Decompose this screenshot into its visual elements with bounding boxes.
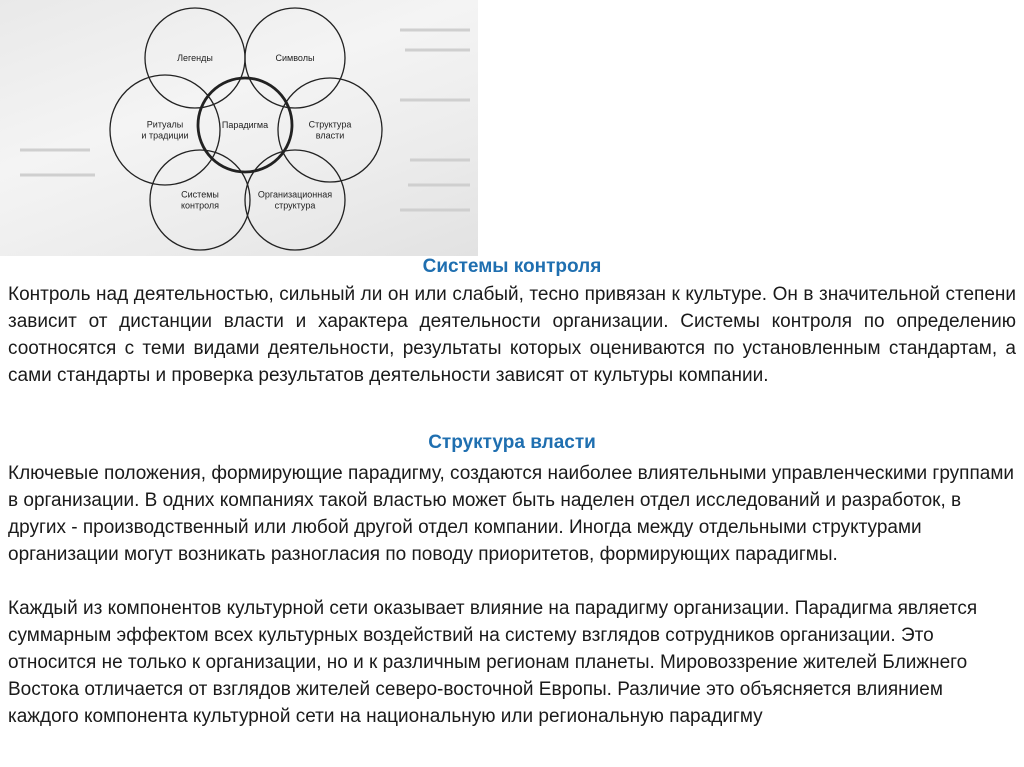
paragraph-control-systems: Контроль над деятельностью, сильный ли он или слабый, тесно привязан к культуре. Он в значительной степени зависит от дистанции власти и характера деятельности организации. Системы контроля по определению соотносятся с теми видами деятельности, результаты которых оцениваются по установленным стандартам, а сами стандарты и проверка результатов деятельности зависят от культуры компании. — [8, 284, 1016, 386]
control-label-line: Системы — [181, 189, 219, 200]
org-label-line: Организационная — [257, 189, 333, 200]
power-label — [309, 120, 352, 141]
rituals-label-line: и традиции — [141, 130, 189, 141]
control-label — [181, 190, 219, 211]
paradigm-label — [222, 120, 268, 130]
diagram-canvas — [0, 0, 478, 256]
rituals-label-line: Ритуалы — [146, 119, 184, 130]
section-title-control-systems: Системы контроля — [422, 256, 602, 277]
paragraph-power-structure-2: Каждый из компонентов культурной сети оказывает влияние на парадигму организации. Парадигма является суммарным эффектом всех культурных воздействий на систему взглядов сотрудников организации. Это относится не только к организации, но и к различным регионам планеты. Мировоззрение жителей Ближнего Востока отличается от взглядов жителей северо-восточной Европы. Различие это объясняется влиянием каждого компонента культурной сети на национальную или региональную парадигму — [8, 598, 978, 727]
control-label-line: контроля — [180, 200, 220, 211]
power-label-line: Структура — [308, 119, 352, 130]
symbols-label-line: Символы — [275, 53, 315, 63]
symbols-label — [276, 53, 315, 63]
legends-label — [177, 53, 213, 63]
legends-label-line: Легенды — [177, 53, 213, 63]
power-label-line: власти — [315, 130, 345, 141]
org-label-line: структура — [274, 200, 316, 211]
rituals-label — [141, 120, 188, 141]
culture-web-diagram — [0, 0, 478, 256]
section-title-power-structure: Структура власти — [428, 432, 596, 453]
paragraph-power-structure-1: Ключевые положения, формирующие парадигму, создаются наиболее влиятельными управленческими группами в организации. В одних компаниях такой властью может быть наделен отдел исследований и разработок, в других - производственный или любой другой отдел компании. Иногда между отдельными структурами организации могут возникать разногласия по поводу приоритетов, формирующих парадигмы. — [8, 463, 1014, 565]
paradigm-label-line: Парадигма — [221, 120, 269, 130]
org-label — [258, 190, 332, 211]
